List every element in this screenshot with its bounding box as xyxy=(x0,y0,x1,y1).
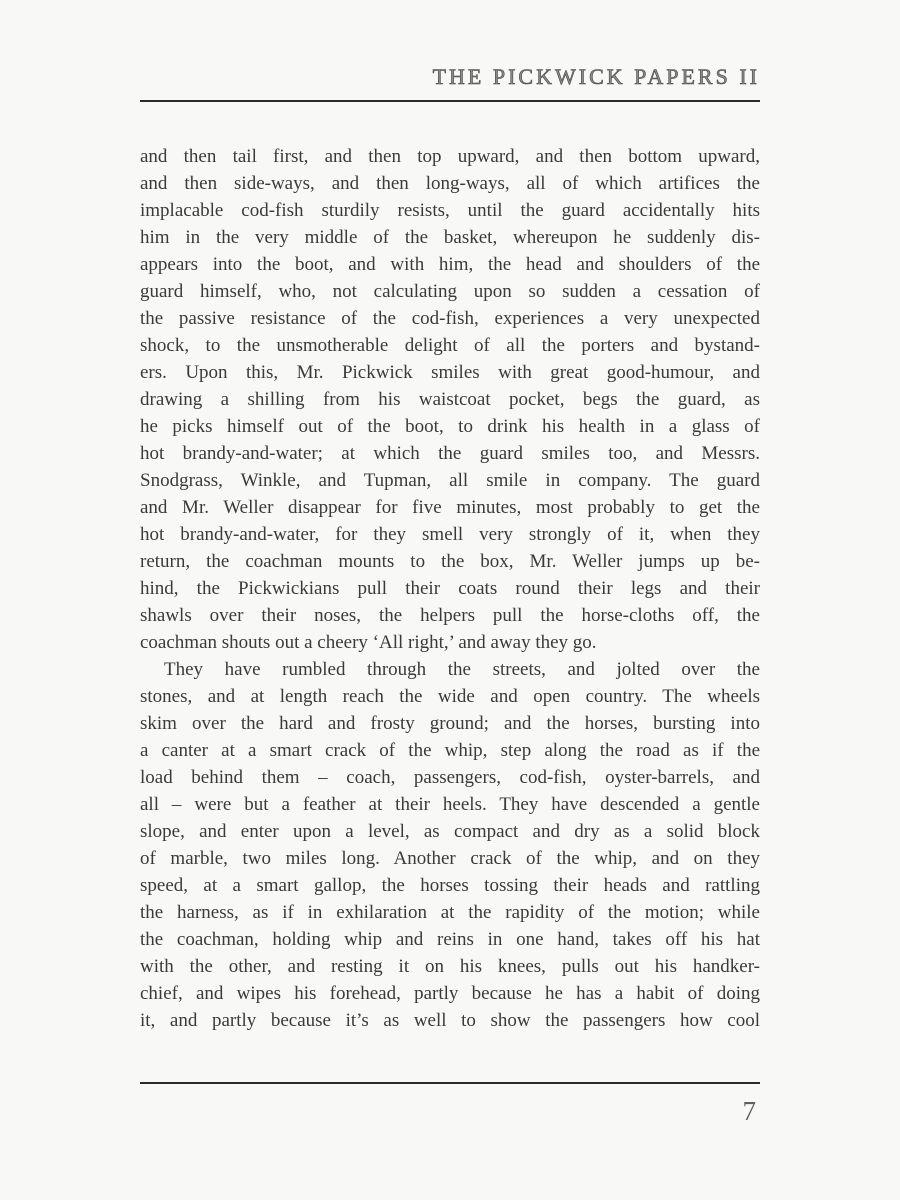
text-line: him in the very middle of the basket, whereupon he suddenly dis- xyxy=(140,227,760,248)
text-line: the passive resistance of the cod-fish, experiences a very unexpected xyxy=(140,308,760,329)
text-line: implacable cod-fish sturdily resists, until the guard accidentally hits xyxy=(140,200,760,221)
text-line: a canter at a smart crack of the whip, step along the road as if the xyxy=(140,740,760,761)
text-line: chief, and wipes his forehead, partly because he has a habit of doing xyxy=(140,983,760,1004)
text-line: shock, to the unsmotherable delight of all the porters and bystand- xyxy=(140,335,760,356)
page-number: 7 xyxy=(742,1096,756,1126)
text-line: slope, and enter upon a level, as compact and dry as a solid block xyxy=(140,821,760,842)
text-line: Snodgrass, Winkle, and Tupman, all smile in company. The guard xyxy=(140,470,760,491)
footer-rule xyxy=(140,1082,760,1084)
text-line: hot brandy-and-water; at which the guard smiles too, and Messrs. xyxy=(140,443,760,464)
running-header-title: THE PICKWICK PAPERS II xyxy=(432,64,760,89)
text-line: and Mr. Weller disappear for five minutes, most probably to get the xyxy=(140,497,760,518)
text-line: speed, at a smart gallop, the horses tossing their heads and rattling xyxy=(140,875,760,896)
text-body xyxy=(140,143,760,1034)
text-line: it, and partly because it’s as well to show the passengers how cool xyxy=(140,1010,760,1031)
text-line: he picks himself out of the boot, to drink his health in a glass of xyxy=(140,416,760,437)
header-rule xyxy=(140,100,760,102)
text-line: appears into the boot, and with him, the head and shoulders of the xyxy=(140,254,760,275)
text-line: drawing a shilling from his waistcoat pocket, begs the guard, as xyxy=(140,389,760,410)
text-line: skim over the hard and frosty ground; and the horses, bursting into xyxy=(140,713,760,734)
text-line: stones, and at length reach the wide and open country. The wheels xyxy=(140,686,760,707)
text-line: ers. Upon this, Mr. Pickwick smiles with great good-humour, and xyxy=(140,362,760,383)
text-line: all – were but a feather at their heels. They have descended a gentle xyxy=(140,794,760,815)
text-line: hind, the Pickwickians pull their coats round their legs and their xyxy=(140,578,760,599)
text-line: and then side-ways, and then long-ways, all of which artifices the xyxy=(140,173,760,194)
text-line: return, the coachman mounts to the box, Mr. Weller jumps up be- xyxy=(140,551,760,572)
text-line: guard himself, who, not calculating upon so sudden a cessation of xyxy=(140,281,760,302)
text-line: of marble, two miles long. Another crack of the whip, and on they xyxy=(140,848,760,869)
text-line: load behind them – coach, passengers, cod-fish, oyster-barrels, and xyxy=(140,767,760,788)
page-content xyxy=(140,0,760,1126)
text-line: the harness, as if in exhilaration at the rapidity of the motion; while xyxy=(140,902,760,923)
text-line: with the other, and resting it on his knees, pulls out his handker- xyxy=(140,956,760,977)
text-line: shawls over their noses, the helpers pull the horse-cloths off, the xyxy=(140,605,760,626)
text-line: and then tail first, and then top upward, and then bottom upward, xyxy=(140,146,760,167)
text-line: coachman shouts out a cheery ‘All right,’ and away they go. xyxy=(140,632,597,653)
text-line: They have rumbled through the streets, and jolted over the xyxy=(164,659,760,680)
text-line: hot brandy-and-water, for they smell very strongly of it, when they xyxy=(140,524,760,545)
text-line: the coachman, holding whip and reins in one hand, takes off his hat xyxy=(140,929,760,950)
